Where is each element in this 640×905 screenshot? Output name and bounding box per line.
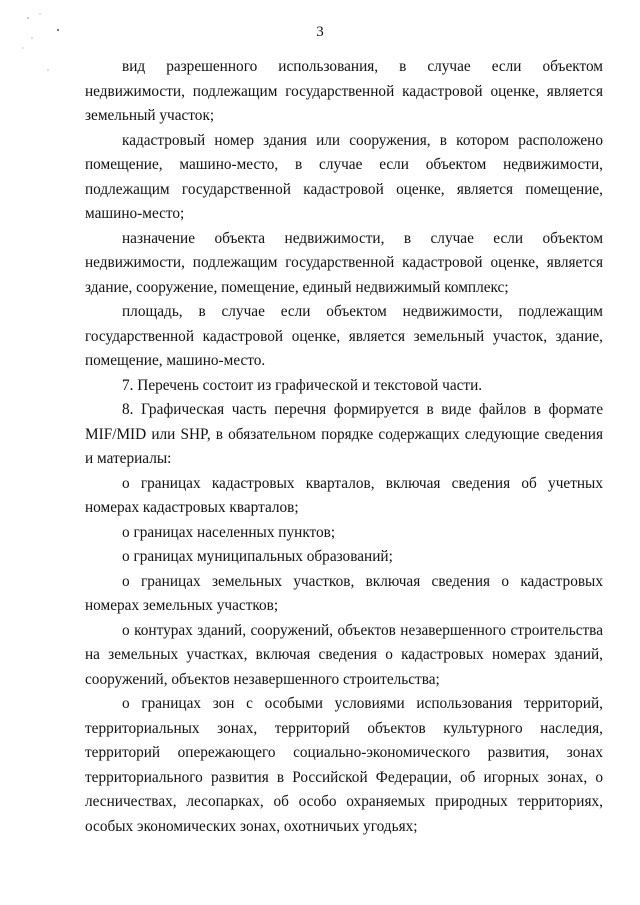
paragraph-item-8: 8. Графическая часть перечня формируется в виде файлов в формате MIF/MID или SHP, в обязательном порядке содержащих следующие сведения и материалы:: [85, 401, 603, 467]
list-item-building-contours: о контурах зданий, сооружений, объектов незавершенного строительства на земельных участках, включая сведения о кадастровых номерах зданий, сооружений, объектов незавершенного строительства;: [85, 621, 603, 688]
paragraph-cadastral-number: кадастровый номер здания или сооружения, в котором расположено помещение, машино-место, в случае если объектом недвижимости, подлежащим государственной кадастровой оценке, является помещение, машино-место;: [85, 131, 603, 222]
paragraph-area: площадь, в случае если объектом недвижимости, подлежащим государственной кадастровой оценке, является земельный участок, здание, помещение, машино-место.: [85, 303, 603, 369]
paragraph-permitted-use: вид разрешенного использования, в случае если объектом недвижимости, подлежащим государственной кадастровой оценке, является земельный участок;: [85, 58, 603, 124]
list-item-cadastral-quarters: о границах кадастровых кварталов, включая сведения об учетных номерах кадастровых кварталов;: [85, 474, 603, 516]
paragraph-item-7: 7. Перечень состоит из графической и текстовой части.: [122, 376, 483, 394]
document-body: [85, 55, 603, 839]
page-number: 3: [316, 24, 324, 40]
list-item-municipalities: о границах муниципальных образований;: [122, 548, 393, 565]
list-item-land-plots: о границах земельных участков, включая сведения о кадастровых номерах земельных участков;: [85, 572, 603, 614]
scan-artifact: [18, 8, 78, 78]
list-item-settlements: о границах населенных пунктов;: [122, 523, 336, 541]
paragraph-purpose: назначение объекта недвижимости, в случае если объектом недвижимости, подлежащим государственной кадастровой оценке, является здание, сооружение, помещение, единый недвижимый комплекс;: [85, 229, 603, 296]
list-item-special-zones: о границах зон с особыми условиями использования территорий, территориальных зонах, территорий объектов культурного наследия, территорий опережающего социально-экономического развития, зонах территориального развития в Российской Федерации, об игорных зонах, о лесничествах, лесопарках, об особо охраняемых природных территориях, особых экономических зонах, охотничьих угодьях;: [85, 695, 603, 835]
